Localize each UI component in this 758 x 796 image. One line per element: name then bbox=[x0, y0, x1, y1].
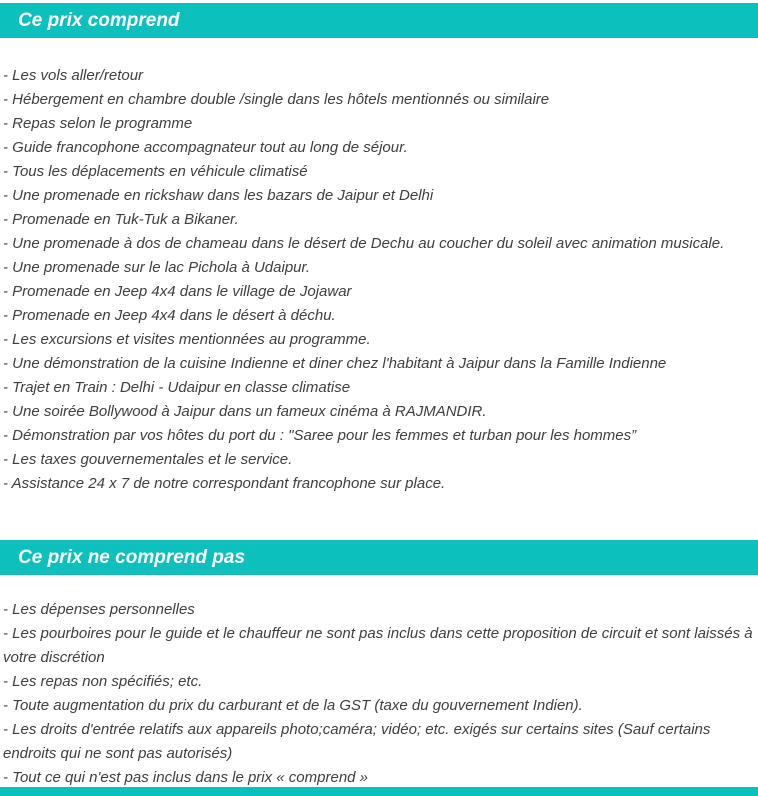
excluded-list bbox=[0, 575, 758, 790]
list-item: - Une soirée Bollywood à Jaipur dans un fameux cinéma à RAJMANDIR. bbox=[3, 403, 487, 420]
list-item: - Promenade en Tuk-Tuk a Bikaner. bbox=[3, 211, 239, 228]
list-item: - Les taxes gouvernementales et le service. bbox=[3, 451, 293, 468]
list-item: - Une promenade sur le lac Pichola à Udaipur. bbox=[3, 259, 311, 276]
next-section-header-partial bbox=[0, 787, 758, 796]
list-item: - Promenade en Jeep 4x4 dans le village de Jojawar bbox=[3, 283, 352, 300]
list-item: - Démonstration par vos hôtes du port du : "Saree pour les femmes et turban pour les hommes” bbox=[3, 427, 637, 444]
list-item: - Une promenade à dos de chameau dans le désert de Dechu au coucher du soleil avec animation musicale. bbox=[3, 235, 725, 252]
list-item: - Assistance 24 x 7 de notre correspondant francophone sur place. bbox=[3, 475, 446, 492]
section-header-excluded: Ce prix ne comprend pas bbox=[0, 540, 758, 575]
list-item: - Les repas non spécifiés; etc. bbox=[3, 673, 203, 690]
list-item: - Guide francophone accompagnateur tout au long de séjour. bbox=[3, 139, 408, 156]
list-item: - Les dépenses personnelles bbox=[3, 601, 195, 618]
list-item: - Hébergement en chambre double /single dans les hôtels mentionnés ou similaire bbox=[3, 91, 550, 108]
included-list bbox=[0, 38, 758, 496]
list-item: - Trajet en Train : Delhi - Udaipur en classe climatise bbox=[3, 379, 351, 396]
list-item: - Repas selon le programme bbox=[3, 115, 193, 132]
list-item: - Tous les déplacements en véhicule climatisé bbox=[3, 163, 308, 180]
list-item: - Une promenade en rickshaw dans les bazars de Jaipur et Delhi bbox=[3, 187, 434, 204]
list-item: - Les excursions et visites mentionnées au programme. bbox=[3, 331, 371, 348]
list-item: - Promenade en Jeep 4x4 dans le désert à déchu. bbox=[3, 307, 336, 324]
section-header-included: Ce prix comprend bbox=[0, 3, 758, 38]
section-gap bbox=[0, 496, 758, 540]
list-item: - Les droits d'entrée relatifs aux appareils photo;caméra; vidéo; etc. exigés sur certains sites (Sauf certains endroits qui ne sont pas autorisés) bbox=[3, 721, 711, 762]
list-item: - Toute augmentation du prix du carburant et de la GST (taxe du gouvernement Indien). bbox=[3, 697, 583, 714]
list-item: - Les pourboires pour le guide et le chauffeur ne sont pas inclus dans cette proposition de circuit et sont laissés à votre discrétion bbox=[3, 625, 753, 666]
list-item: - Tout ce qui n'est pas inclus dans le prix « comprend » bbox=[3, 769, 369, 786]
list-item: - Une démonstration de la cuisine Indienne et diner chez l'habitant à Jaipur dans la Famille Indienne bbox=[3, 355, 667, 372]
list-item: - Les vols aller/retour bbox=[3, 67, 144, 84]
